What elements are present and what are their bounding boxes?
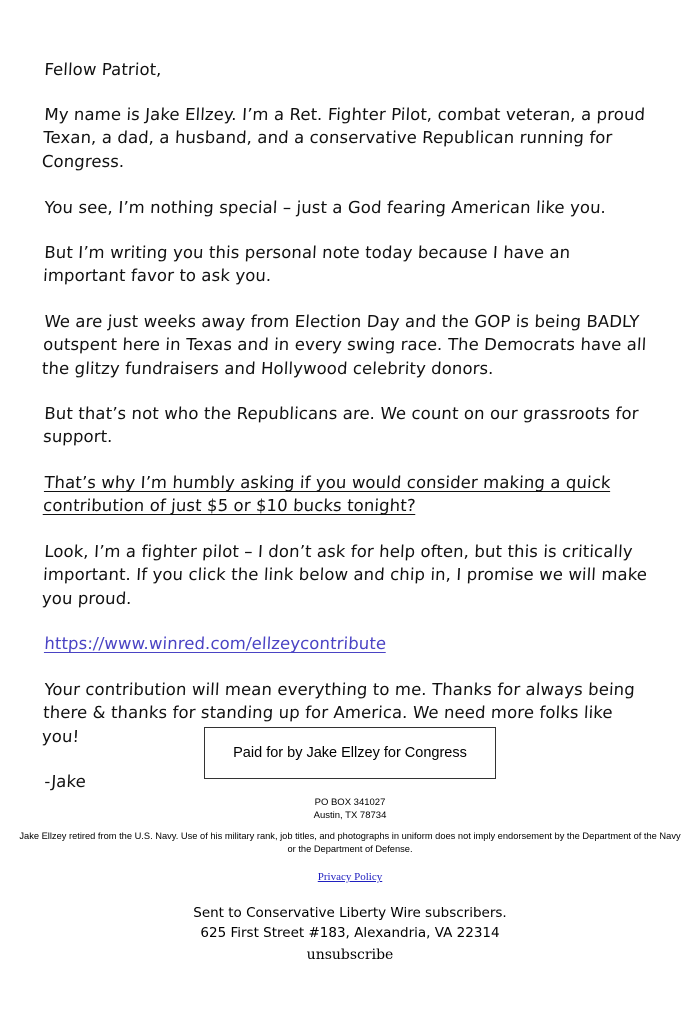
address-line-2: Austin, TX 78734: [313, 809, 387, 821]
subscriber-footer: [0, 904, 700, 943]
sent-to-line: Sent to Conservative Liberty Wire subscribers.: [193, 905, 507, 921]
signature: -Jake: [43, 771, 87, 791]
unsubscribe-container: [0, 944, 700, 963]
sender-address-line: 625 First Street #183, Alexandria, VA 22314: [200, 924, 500, 941]
letter-paragraph-3: But I’m writing you this personal note today because I have an important favor to ask you.: [42, 243, 571, 286]
address-line-1: PO BOX 341027: [314, 797, 386, 808]
letter-paragraph-4: We are just weeks away from Election Day and the GOP is being BADLY outspent here in Texas and in every swing race. The Democrats have all the glitzy fundraisers and Hollywood celebrity donors.: [41, 311, 647, 378]
letter-paragraph-2: You see, I’m nothing special – just a God fearing American like you.: [43, 197, 607, 217]
ask-paragraph: That’s why I’m humbly asking if you would consider making a quick contribution of just $5 or $10 bucks tonight?: [42, 473, 612, 516]
military-disclaimer: Jake Ellzey retired from the U.S. Navy. Use of his military rank, job titles, and photographs in uniform does not imply endorsement by the Department of the Navy or the Department of Defense.: [19, 831, 681, 854]
closing-paragraph: Your contribution will mean everything to me. Thanks for always being there & thanks for standing up for America. We need more folks like you!: [41, 679, 636, 746]
letter-paragraph-1: My name is Jake Ellzey. I’m a Ret. Fighter Pilot, combat veteran, a proud Texan, a dad, a husband, and a conservative Republican running for Congress.: [41, 105, 646, 172]
donate-link-paragraph: [44, 632, 655, 655]
salutation: Fellow Patriot,: [43, 60, 163, 79]
letter-body: [41, 58, 655, 815]
paid-for-box: Paid for by Jake Ellzey for Congress: [204, 727, 496, 779]
unsubscribe-link[interactable]: unsubscribe: [306, 947, 394, 963]
mailing-address: [0, 797, 700, 823]
letter-paragraph-6: Look, I’m a fighter pilot – I don’t ask for help often, but this is critically important. If you click the link below and chip in, I promise we will make you proud.: [41, 541, 648, 608]
donate-link[interactable]: https://www.winred.com/ellzeycontribute: [43, 634, 387, 654]
privacy-policy-container: [0, 865, 700, 884]
paid-for-container: [0, 727, 700, 779]
letter-paragraph-5: But that’s not who the Republicans are. We count on our grassroots for support.: [42, 404, 640, 447]
privacy-policy-link[interactable]: Privacy Policy: [317, 871, 383, 883]
